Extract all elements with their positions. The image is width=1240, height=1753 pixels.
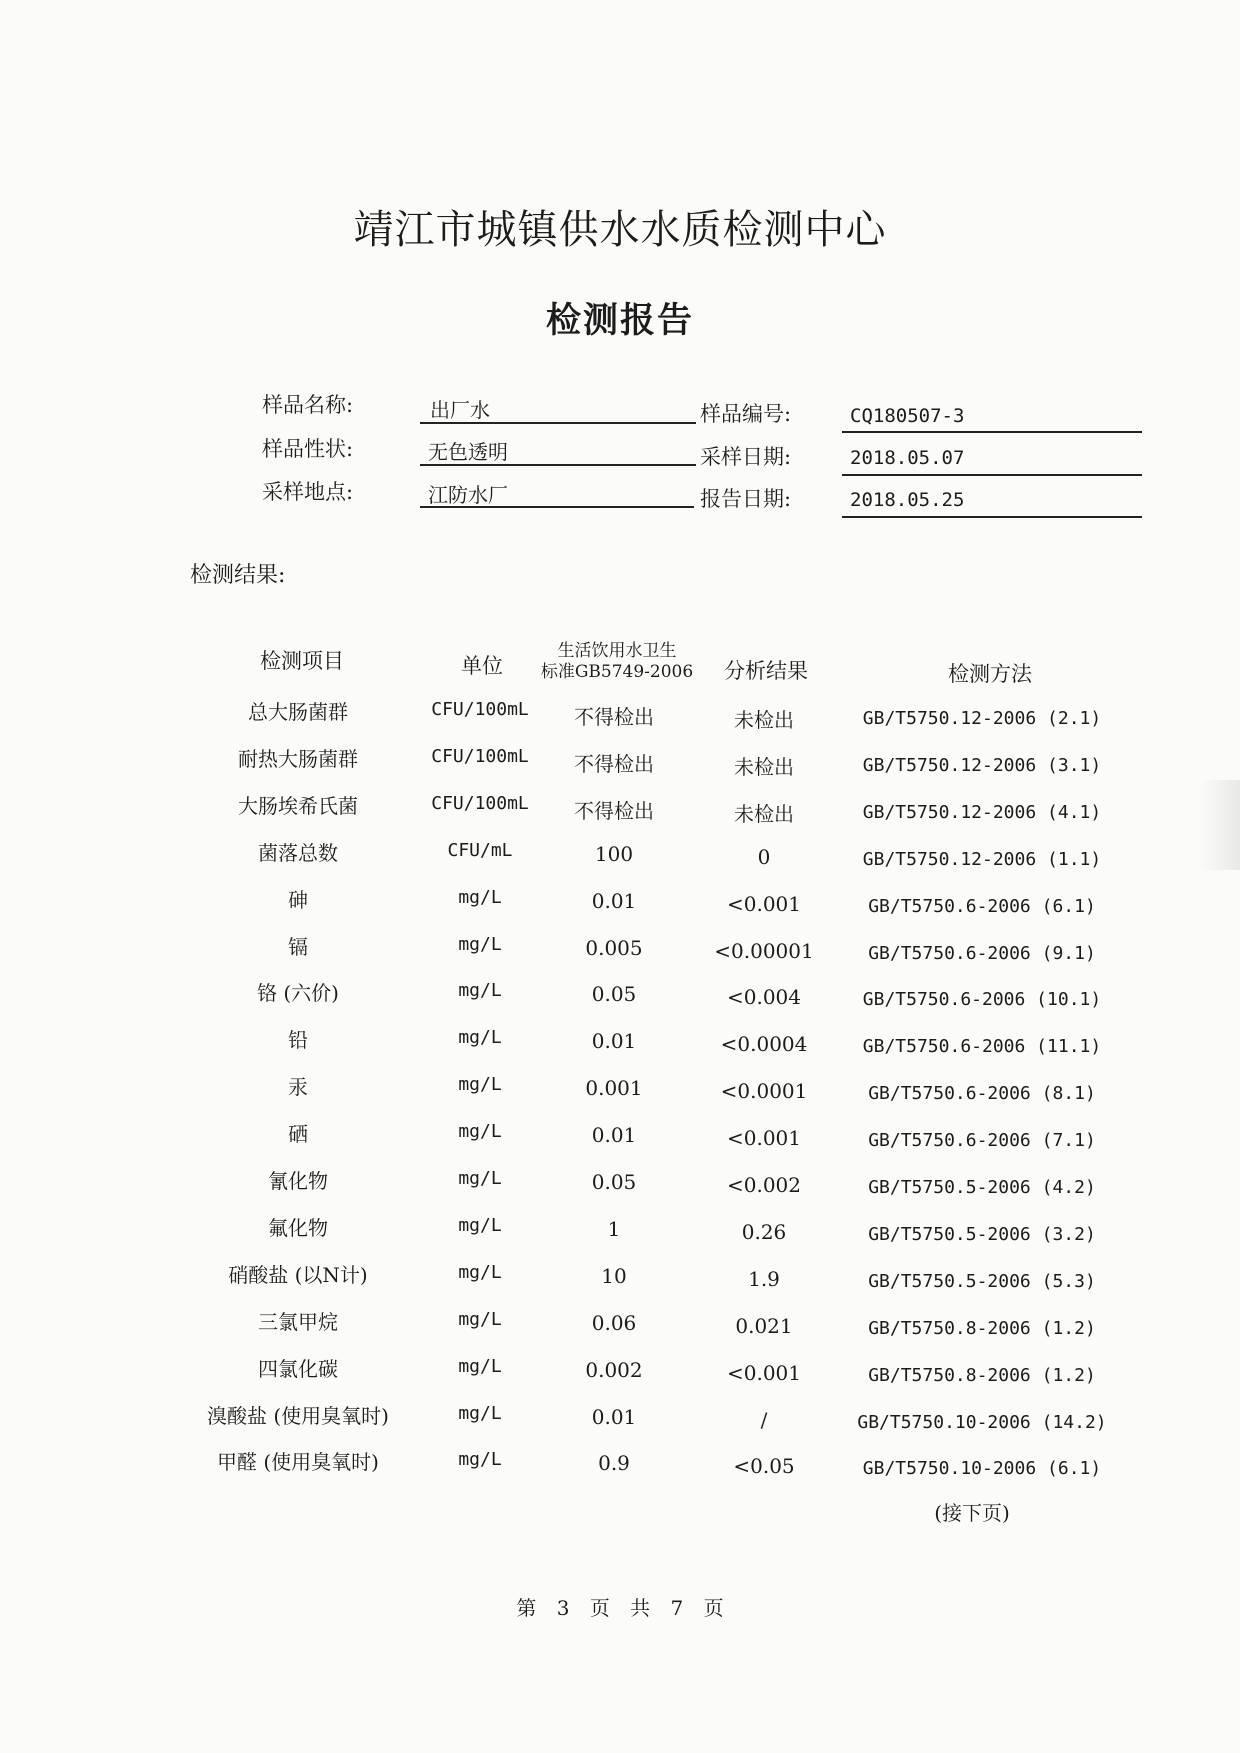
cell-unit: CFU/mL: [447, 840, 513, 861]
cell-result: <0.001: [726, 892, 802, 916]
cell-item: 硒: [288, 1122, 308, 1146]
underline: [420, 506, 694, 508]
cell-standard: 0.06: [591, 1311, 637, 1335]
cell-unit: mg/L: [458, 887, 502, 908]
cell-result: /: [760, 1408, 768, 1432]
cell-result: <0.004: [726, 985, 802, 1009]
cell-method: GB/T5750.12-2006 (3.1): [862, 755, 1102, 776]
header-standard: [541, 641, 693, 683]
cell-method: GB/T5750.5-2006 (5.3): [868, 1271, 1096, 1292]
report-date-label: 报告日期:: [700, 487, 792, 511]
cell-method: GB/T5750.10-2006 (14.2): [857, 1412, 1107, 1433]
cell-standard: 不得检出: [574, 752, 654, 776]
cell-unit: mg/L: [458, 1074, 502, 1095]
report-date-value: 2018.05.25: [850, 489, 965, 511]
cell-method: GB/T5750.12-2006 (4.1): [862, 802, 1102, 823]
cell-item: 氰化物: [268, 1169, 328, 1193]
cell-standard: 0.9: [598, 1451, 630, 1475]
cell-standard: 0.002: [585, 1358, 643, 1382]
cell-standard: 不得检出: [574, 799, 654, 823]
cell-item: 溴酸盐 (使用臭氧时): [207, 1404, 389, 1428]
cell-standard: 0.01: [591, 889, 637, 913]
cell-item: 氟化物: [268, 1216, 328, 1240]
scan-shadow: [1200, 780, 1240, 870]
results-label: 检测结果:: [190, 563, 286, 588]
cell-unit: mg/L: [458, 1168, 502, 1189]
cell-unit: mg/L: [458, 1027, 502, 1048]
sampling-date-label: 采样日期:: [700, 445, 792, 469]
cell-method: GB/T5750.6-2006 (6.1): [868, 896, 1096, 917]
cell-unit: mg/L: [458, 1356, 502, 1377]
underline: [420, 464, 696, 466]
cell-result: <0.05: [733, 1454, 795, 1478]
cell-standard: 0.05: [591, 982, 637, 1006]
cell-method: GB/T5750.6-2006 (11.1): [862, 1036, 1102, 1057]
cell-item: 菌落总数: [258, 841, 338, 865]
cell-result: <0.0004: [720, 1032, 808, 1056]
page-number: 第 3 页 共 7 页: [516, 1596, 724, 1620]
cell-result: 未检出: [734, 755, 794, 779]
cell-result: 0: [757, 845, 771, 869]
cell-method: GB/T5750.8-2006 (1.2): [868, 1318, 1096, 1339]
cell-standard: 0.01: [591, 1405, 637, 1429]
organization-title: 靖江市城镇供水水质检测中心: [353, 207, 887, 253]
cell-item: 铬 (六价): [257, 981, 339, 1005]
cell-unit: mg/L: [458, 1449, 502, 1470]
underline: [842, 474, 1142, 476]
cell-standard: 0.01: [591, 1123, 637, 1147]
cell-item: 耐热大肠菌群: [238, 747, 358, 771]
cell-method: GB/T5750.5-2006 (3.2): [868, 1224, 1096, 1245]
sample-code-value: CQ180507-3: [850, 405, 965, 427]
cell-item: 总大肠菌群: [248, 700, 348, 724]
sample-code-label: 样品编号:: [700, 402, 792, 426]
underline: [420, 422, 696, 424]
cell-standard: 不得检出: [574, 705, 654, 729]
sample-name-value: 出厂水: [430, 398, 490, 422]
cell-item: 大肠埃希氏菌: [238, 794, 358, 818]
cell-unit: mg/L: [458, 934, 502, 955]
cell-item: 铅: [288, 1028, 308, 1052]
header-item: 检测项目: [260, 649, 344, 673]
cell-standard: 100: [594, 842, 634, 866]
cell-method: GB/T5750.6-2006 (7.1): [868, 1130, 1096, 1151]
cell-method: GB/T5750.12-2006 (2.1): [862, 708, 1102, 729]
header-standard-line2: 标准GB5749-2006: [540, 662, 694, 682]
cell-result: <0.0001: [720, 1079, 808, 1103]
cell-item: 砷: [288, 888, 308, 912]
header-method: 检测方法: [948, 662, 1032, 686]
cell-unit: mg/L: [458, 980, 502, 1001]
underline: [842, 516, 1142, 518]
cell-item: 三氯甲烷: [258, 1310, 338, 1334]
cell-standard: 0.01: [591, 1029, 637, 1053]
cell-result: <0.002: [726, 1173, 802, 1197]
cell-method: GB/T5750.6-2006 (8.1): [868, 1083, 1096, 1104]
cell-method: GB/T5750.6-2006 (9.1): [868, 943, 1096, 964]
header-result: 分析结果: [724, 659, 808, 683]
sampling-location-value: 江防水厂: [428, 483, 508, 507]
cell-item: 甲醛 (使用臭氧时): [217, 1450, 379, 1474]
cell-result: <0.001: [726, 1126, 802, 1150]
cell-unit: mg/L: [458, 1309, 502, 1330]
cell-result: 未检出: [734, 802, 794, 826]
header-standard-line1: 生活饮用水卫生: [557, 641, 677, 661]
cell-standard: 10: [601, 1264, 627, 1288]
cell-item: 汞: [288, 1075, 308, 1099]
sampling-location-label: 采样地点:: [262, 480, 354, 504]
cell-result: 0.26: [741, 1220, 787, 1244]
cell-result: 0.021: [735, 1314, 793, 1338]
sampling-date-value: 2018.05.07: [850, 447, 965, 469]
sample-appearance-value: 无色透明: [428, 440, 508, 464]
cell-result: 未检出: [734, 708, 794, 732]
cell-method: GB/T5750.5-2006 (4.2): [868, 1177, 1096, 1198]
sample-appearance-label: 样品性状:: [262, 437, 354, 461]
cell-standard: 0.005: [585, 936, 643, 960]
document-title: 检测报告: [545, 300, 695, 341]
cell-method: GB/T5750.8-2006 (1.2): [868, 1365, 1096, 1386]
cell-item: 镉: [288, 935, 308, 959]
cell-item: 硝酸盐 (以N计): [228, 1263, 368, 1287]
cell-unit: CFU/100mL: [431, 793, 529, 814]
cell-method: GB/T5750.6-2006 (10.1): [862, 989, 1102, 1010]
cell-result: 1.9: [748, 1267, 780, 1291]
cell-result: <0.001: [726, 1361, 802, 1385]
continue-note: (接下页): [934, 1501, 1010, 1525]
cell-unit: CFU/100mL: [431, 699, 529, 720]
cell-standard: 0.05: [591, 1170, 637, 1194]
cell-standard: 1: [607, 1217, 621, 1241]
cell-result: <0.00001: [714, 939, 814, 963]
cell-unit: CFU/100mL: [431, 746, 529, 767]
cell-method: GB/T5750.12-2006 (1.1): [862, 849, 1102, 870]
sample-name-label: 样品名称:: [262, 393, 354, 417]
cell-method: GB/T5750.10-2006 (6.1): [862, 1458, 1102, 1479]
cell-item: 四氯化碳: [258, 1357, 338, 1381]
cell-standard: 0.001: [585, 1076, 643, 1100]
cell-unit: mg/L: [458, 1121, 502, 1142]
cell-unit: mg/L: [458, 1262, 502, 1283]
header-unit: 单位: [461, 654, 503, 678]
cell-unit: mg/L: [458, 1403, 502, 1424]
cell-unit: mg/L: [458, 1215, 502, 1236]
underline: [842, 431, 1142, 433]
